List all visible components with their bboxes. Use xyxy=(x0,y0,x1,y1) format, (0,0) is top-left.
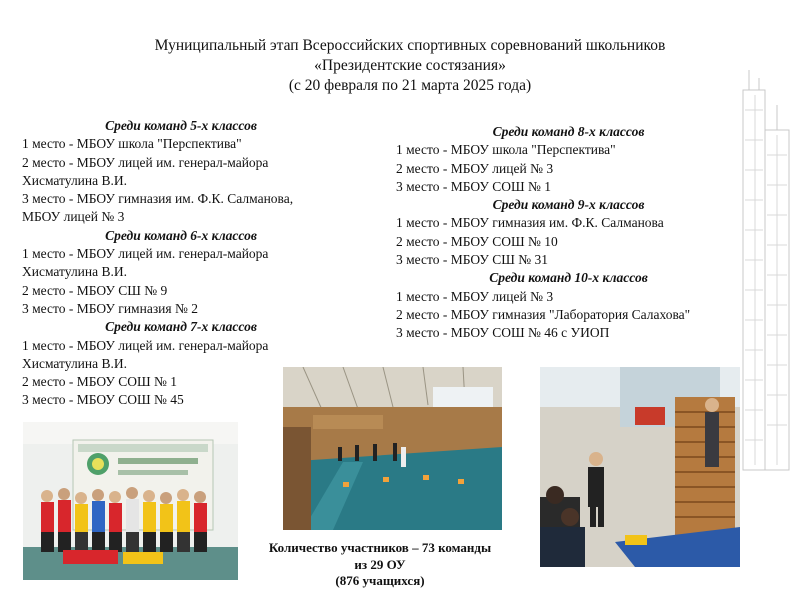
result-line: 1 место - МБОУ школа "Перспектива" xyxy=(396,142,616,158)
title-line-3: (с 20 февраля по 21 марта 2025 года) xyxy=(288,77,532,94)
section-heading-grade-5: Среди команд 5-х классов xyxy=(105,118,257,133)
result-line: 1 место - МБОУ лицей № 3 xyxy=(396,288,554,304)
section-heading-grade-9: Среди команд 9-х классов xyxy=(492,197,645,213)
result-line: 3 место - МБОУ гимназия № 2 xyxy=(22,300,198,316)
result-line: 2 место - МБОУ лицей им. генерал-майора xyxy=(22,154,269,170)
result-line: 1 место - МБОУ лицей им. генерал-майора xyxy=(22,337,269,353)
result-line: 2 место - МБОУ СОШ № 1 xyxy=(22,374,178,390)
result-line: 1 место - МБОУ школа "Перспектива" xyxy=(22,136,242,152)
participants-count: Количество участников – 73 команды xyxy=(268,540,492,555)
result-line: 2 место - МБОУ лицей № 3 xyxy=(396,160,554,176)
title-line-1: Муниципальный этап Всероссийских спортивных соревнований школьников xyxy=(154,37,666,54)
result-line: 2 место - МБОУ СШ № 9 xyxy=(22,282,168,298)
students-count: (876 учащихся) xyxy=(335,573,425,588)
results-left-column xyxy=(22,117,340,410)
result-line: 3 место - МБОУ СОШ № 1 xyxy=(396,178,552,194)
result-line: Хисматулина В.И. xyxy=(22,355,127,371)
wall-bars-photo xyxy=(540,367,740,567)
results-right-column xyxy=(396,123,741,343)
result-line: 3 место - МБОУ СОШ № 46 с УИОП xyxy=(396,325,610,341)
result-line: 1 место - МБОУ лицей им. генерал-майора xyxy=(22,246,269,262)
participants-summary xyxy=(255,540,505,590)
result-line: 3 место - МБОУ гимназия им. Ф.К. Салманова, xyxy=(22,191,294,207)
team-photo xyxy=(23,422,238,580)
result-line: МБОУ лицей № 3 xyxy=(22,209,125,225)
result-line: 2 место - МБОУ СОШ № 10 xyxy=(396,233,558,249)
section-heading-grade-6: Среди команд 6-х классов xyxy=(105,227,257,243)
result-line: 1 место - МБОУ гимназия им. Ф.К. Салманова xyxy=(396,215,664,231)
section-heading-grade-10: Среди команд 10-х классов xyxy=(489,270,648,286)
result-line: Хисматулина В.И. xyxy=(22,264,127,280)
section-heading-grade-8: Среди команд 8-х классов xyxy=(492,124,645,139)
result-line: 2 место - МБОУ гимназия "Лаборатория Салахова" xyxy=(396,306,691,322)
section-heading-grade-7: Среди команд 7-х классов xyxy=(105,319,257,335)
title-line-2: «Президентские состязания» xyxy=(314,57,506,74)
schools-count: из 29 ОУ xyxy=(354,556,406,572)
result-line: 3 место - МБОУ СОШ № 45 xyxy=(22,392,184,408)
document-title xyxy=(60,36,760,96)
result-line: Хисматулина В.И. xyxy=(22,172,127,188)
building-decoration-icon xyxy=(735,70,795,500)
result-line: 3 место - МБОУ СШ № 31 xyxy=(396,252,549,268)
gym-photo xyxy=(283,367,502,530)
